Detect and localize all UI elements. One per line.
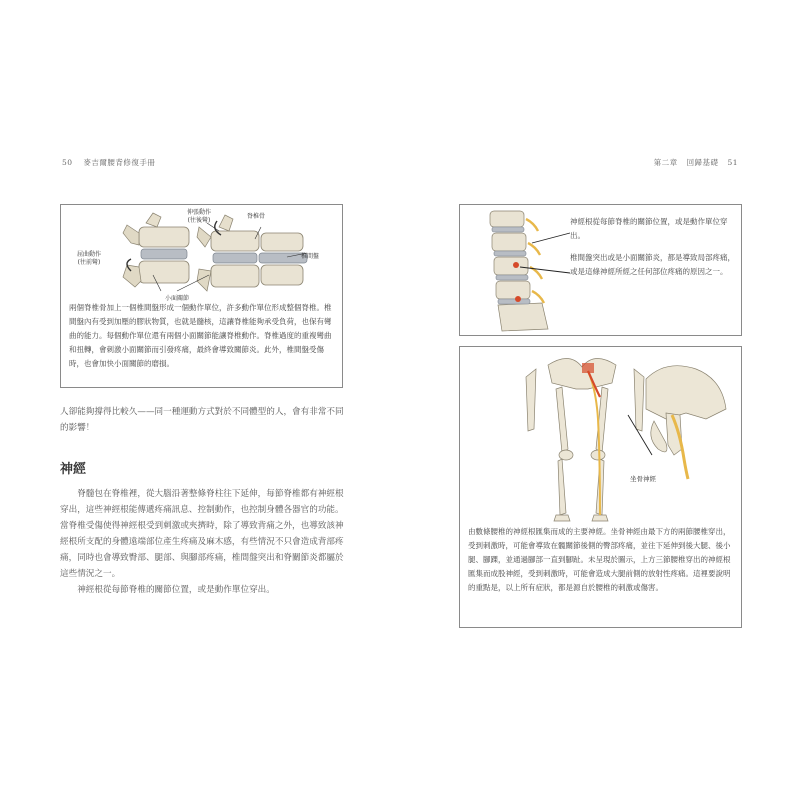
page-number-left: 50 [62, 158, 73, 167]
figure-box-vertebrae [60, 204, 343, 388]
right-page [400, 0, 800, 800]
disc-facet-note: 椎間盤突出或是小面關節炎，都是導致局部疼痛，或是這條神經所經之任何部位疼痛的原因之一。 [570, 253, 735, 276]
spine-nerve-root-illustration [466, 207, 566, 331]
chapter-title: 回歸基礎 [686, 158, 719, 167]
disc-herniation-highlight [513, 262, 519, 268]
continuation-text: 人卻能夠撐得比較久——同一種運動方式對於不同體型的人，會有非常不同的影響！ [60, 407, 344, 433]
section-title-nerves: 神經 [60, 462, 87, 477]
figure-box-nerve-root [459, 204, 742, 336]
disc-left [141, 249, 187, 259]
vertebra-left-lower [123, 261, 189, 287]
page-number-right: 51 [727, 158, 738, 167]
disc-center [213, 253, 257, 263]
label-extension: 伸張動作 (往後彎) [187, 209, 212, 224]
pelvis-sacrum-illustration [626, 359, 736, 479]
nerve-root-note: 神經根從每節脊椎的關節位置，或是動作單位穿出。 [570, 217, 728, 240]
nerves-paragraph-2: 神經根從每節脊椎的關節位置，或是動作單位穿出。 [77, 585, 275, 595]
vertebra-left-upper [123, 213, 189, 247]
running-head-left [62, 157, 155, 168]
label-flexion: 屈曲動作 (往前彎) [77, 251, 102, 266]
label-vertebra: 脊椎骨 [247, 213, 266, 220]
book-title: 麥吉爾腰背修復手冊 [83, 158, 156, 167]
label-sciatic: 坐骨神經 [630, 475, 656, 483]
nerves-body [60, 486, 344, 598]
figure-box-sciatic [459, 346, 742, 628]
running-head-right [654, 157, 738, 168]
chapter-number: 第二章 [653, 158, 678, 167]
nerves-paragraph-1: 脊髓包在脊椎裡，從大腦沿著整條脊柱往下延伸，每節脊椎都有神經根穿出，這些神經根能傳遞疼痛訊息、控制動作，也控制身體各器官的功能。當脊椎受傷使得神經根受到刺激或夾擠時，除了導致背痛之外，也導致該神經根所支配的身體遠端部位產生疼痛及麻木感，有些情況不只會造成背部疼痛，同時也會導致臀部、腿部、與腳部疼痛，椎間盤突出和脊關節炎都屬於這些情況之一。 [60, 489, 344, 579]
figure-caption-vertebrae: 兩個脊椎骨加上一個椎間盤形成一個動作單位，許多動作單位形成整個脊椎。椎間盤內有受到加壓的膠狀物質，也就是髓核，這讓脊椎能夠承受負荷，也保有彎曲的能力。每個動作單位還有兩個小面關節能讓脊椎動作。脊椎過度的重複彎曲和扭轉，會刺激小面關節而引發疼痛，最終會導致關節炎。此外，椎間盤受傷時，也會加快小面關節的磨損。 [69, 303, 332, 368]
label-facet: 小面關節 [165, 295, 190, 302]
facet-highlight [515, 296, 521, 302]
label-disc: 椎間盤 [301, 253, 320, 260]
figure-caption-sciatic: 由數條腰椎的神經根匯集而成的主要神經。坐骨神經由最下方的兩節腰椎穿出，受到刺激時，可能會導致在髖關節後側的臀部疼痛，並往下延伸到後大腿、後小腿、腳踝，並通過腳部一直到腳趾。未呈現於圖示，上方三節腰椎穿出的神經根匯集而成股神經，受到刺激時，可能會造成大腿前側的放射性疼痛。這裡要說明的重點是，以上所有症狀，都是源自於腰椎的刺激或傷害。 [468, 527, 731, 592]
